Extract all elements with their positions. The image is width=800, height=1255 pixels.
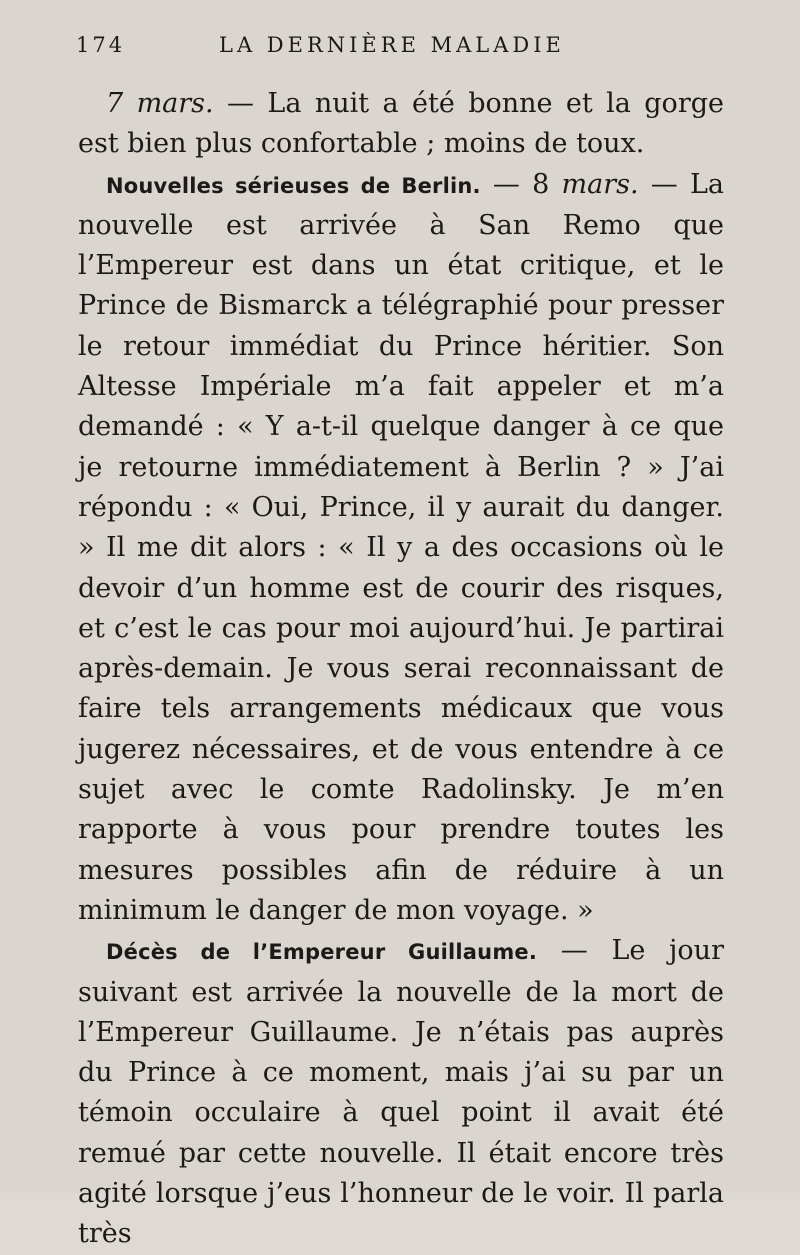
heading-emperor-death: Décès de l’Empereur Guillaume. [106, 940, 538, 965]
paragraph-march-7 [78, 84, 724, 165]
date-march-8: mars. [561, 168, 639, 200]
paragraph-berlin-news-text: — La nouvelle est arrivée à San Remo que l’Empereur est dans un état critique, et le Prince de Bismarck a télégraphié pour presser le retour immédiat du Prince héritier. Son Altesse Impériale m’a fait appeler et m’a demandé : « Y a-t-il quelque danger à ce que je retourne immédiatement à Berlin ? » J’ai répondu : « Oui, Prince, il y aurait du danger. » Il me dit alors : « Il y a des occasions où le devoir d’un homme est de courir des risques, et c’est le cas pour moi aujourd’hui. Je partirai après-demain. Je vous serai reconnaissant de faire tels arrangements médicaux que vous jugerez nécessaires, et de vous entendre à ce sujet avec le comte Radolinsky. Je m’en rapporte à vous pour prendre toutes les mesures possibles afin de réduire à un minimum le danger de mon voyage. » [78, 168, 724, 926]
paragraph-march-7-text: — La nuit a été bonne et la gorge est bien plus confortable ; moins de toux. [78, 88, 724, 160]
dash-date-label: — 8 [480, 168, 562, 200]
page-header [76, 33, 724, 63]
running-title: LA DERNIÈRE MALADIE [219, 33, 565, 57]
heading-berlin-news: Nouvelles sérieuses de Berlin. [106, 173, 481, 198]
date-march-7: 7 mars. [106, 88, 214, 119]
paragraph-emperor-death-text: — Le jour suivant est arrivée la nouvelle de la mort de l’Empereur Guillaume. Je n’étais pas auprès du Prince à ce moment, mais j’ai su par un témoin occulaire à quel point il avait été remué par cette nouvelle. Il était encore très agité lorsque j’eus l’honneur de le voir. Il parla très [78, 935, 724, 1250]
paragraph-emperor-death [78, 931, 724, 1254]
body-text [78, 84, 724, 1255]
paragraph-berlin-news [78, 165, 724, 932]
page-number: 174 [76, 33, 126, 57]
